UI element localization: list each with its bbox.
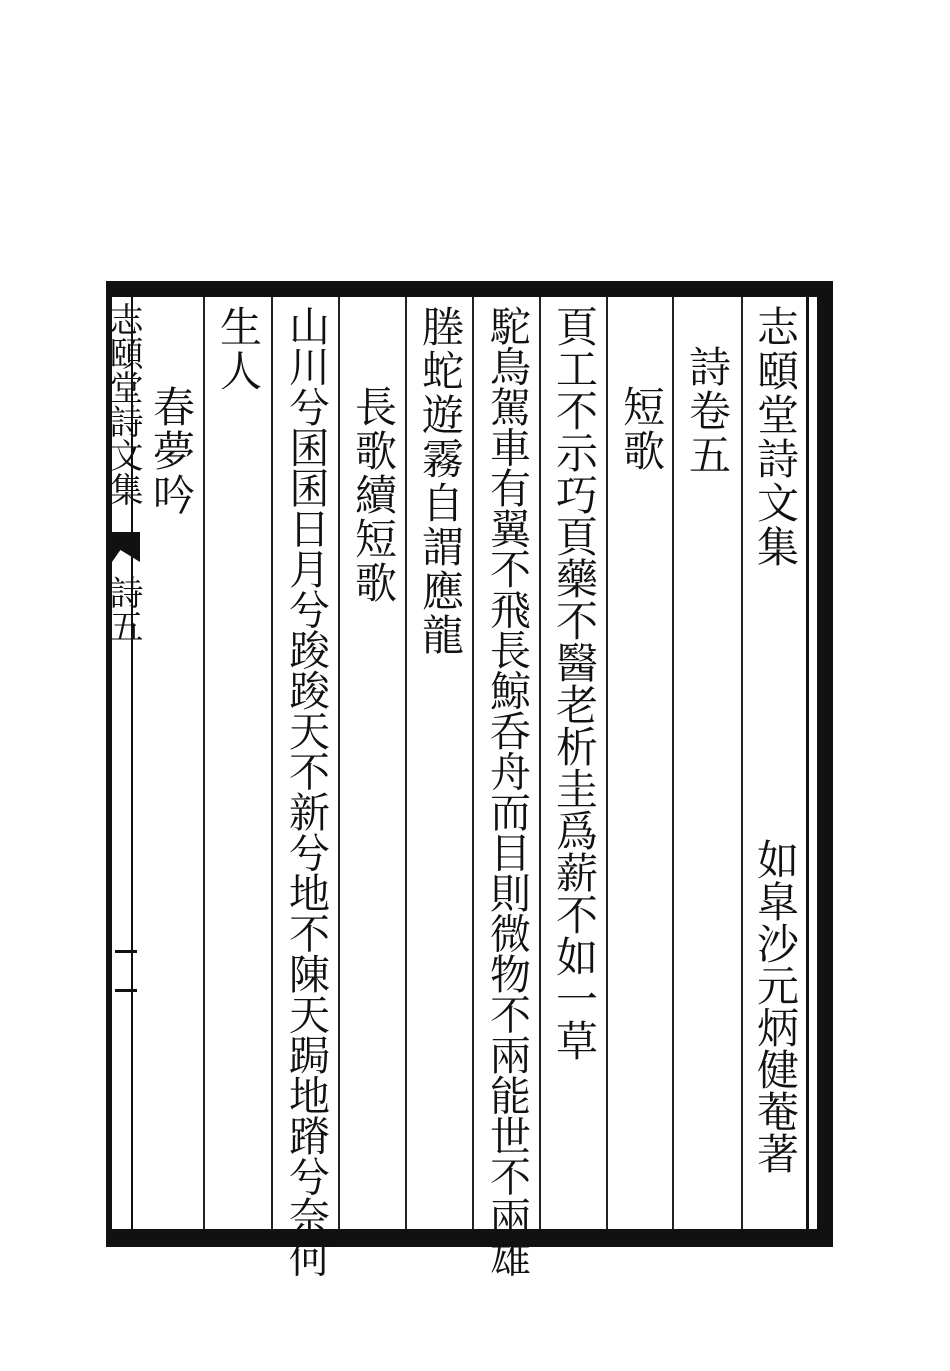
column-rule <box>741 297 743 1229</box>
banxin-title: 志頤堂詩文集 <box>103 302 143 506</box>
poem-line: 生人 <box>214 305 263 393</box>
frame-bottom-border <box>111 1229 833 1247</box>
scroll-label: 詩卷五 <box>683 345 732 477</box>
column-rule <box>338 297 340 1229</box>
column-rule <box>472 297 474 1229</box>
frame-right-border <box>817 281 833 1247</box>
poem-title: 春夢吟 <box>147 385 196 517</box>
poem-line: 塍蛇遊霧自謂應龍 <box>416 305 465 657</box>
leaf-number <box>115 950 137 1028</box>
column-rule <box>203 297 205 1229</box>
section-heading: 短歌 <box>617 385 666 473</box>
banxin-volume: 詩五 <box>103 575 143 643</box>
book-title: 志頤堂詩文集 <box>751 305 800 569</box>
poem-title: 長歌續短歌 <box>349 385 398 605</box>
poem-line: 山川兮囷囷日月兮踆踆天不新兮地不陳天跼地蹐兮奈何 <box>282 305 330 1277</box>
column-rule <box>606 297 608 1229</box>
frame-inner-right-border <box>806 297 809 1229</box>
poem-line: 駝鳥駕車有翼不飛長鯨呑舟而目則微物不兩能世不兩雄 <box>483 305 531 1277</box>
column-rule <box>539 297 541 1229</box>
poem-line: 頁工不示巧頁藥不醫老析圭爲薪不如一草 <box>550 305 599 1061</box>
column-rule <box>405 297 407 1229</box>
column-rule <box>271 297 273 1229</box>
author-line: 如皐沙元炳健菴著 <box>751 838 800 1174</box>
fishtail-mark <box>112 532 140 562</box>
frame-top-border <box>111 281 833 297</box>
column-rule <box>672 297 674 1229</box>
